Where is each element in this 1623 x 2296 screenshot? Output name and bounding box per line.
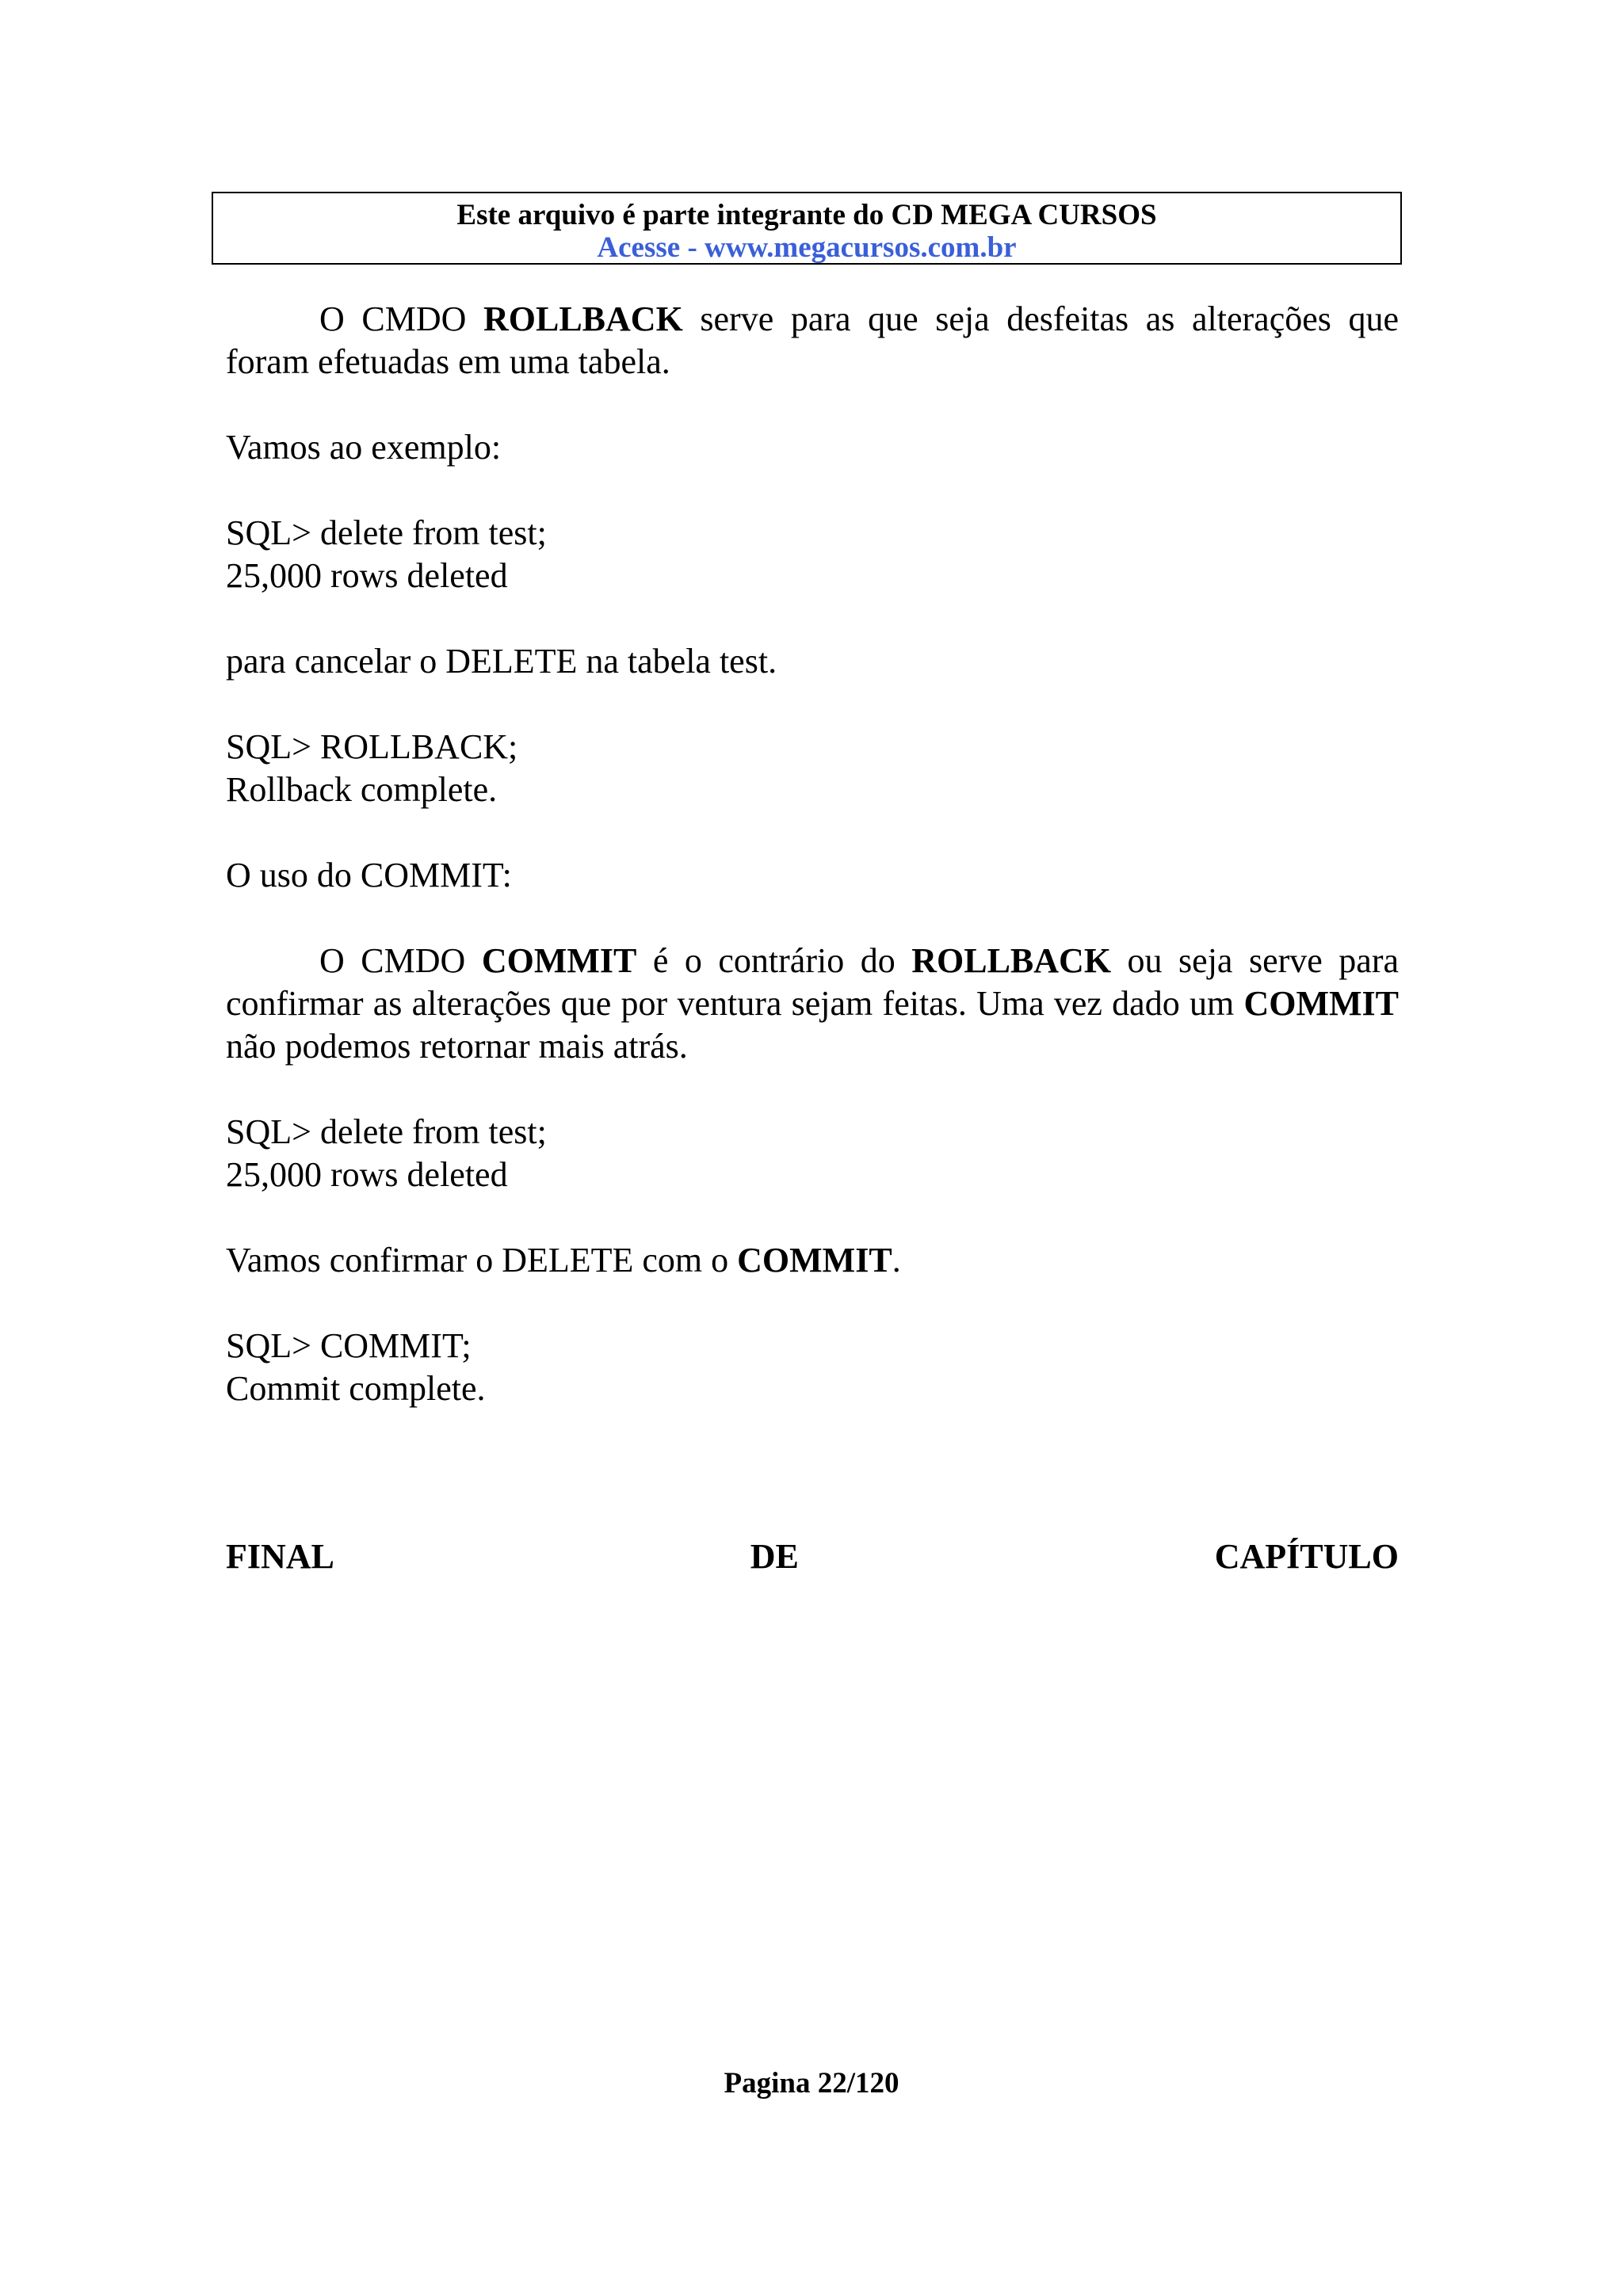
commit-output: Commit complete. [226,1369,486,1408]
rollback-text-pre: O CMDO [319,299,483,338]
commit-description [226,940,1399,1068]
example1-output: 25,000 rows deleted [226,556,508,595]
chapter-end-word-final: FINAL [226,1537,334,1576]
rollback-output: Rollback complete. [226,770,498,809]
header-banner [212,192,1402,265]
commit-command: SQL> COMMIT; [226,1326,472,1365]
commit-text-4: não podemos retornar mais atrás. [226,1027,688,1066]
header-title: Este arquivo é parte integrante do CD MEGA CURSOS [456,199,1157,231]
commit-text-3: ou seja serve para confirmar as alterações que por ventura sejam feitas. Uma vez dado um [226,941,1400,1023]
example2-command: SQL> delete from test; [226,1112,547,1151]
confirm-text [226,1239,1399,1282]
commit-text-1: O CMDO [319,941,482,980]
commit-heading: O uso do COMMIT: [226,856,512,894]
confirm-text-post: . [892,1241,901,1280]
rollback-keyword-2: ROLLBACK [911,941,1112,980]
confirm-text-pre: Vamos confirmar o DELETE com o [226,1241,738,1280]
commit-keyword-1: COMMIT [481,941,637,980]
example1-code-block [226,512,1399,597]
rollback-code-block [226,726,1399,811]
header-website-link[interactable]: Acesse - www.megacursos.com.br [597,231,1017,264]
chapter-end-word-capitulo: CAPÍTULO [1214,1537,1399,1576]
rollback-text-post: serve para que seja desfeitas as alterações que foram efetuadas em uma tabela. [226,299,1400,381]
confirm-commit-keyword: COMMIT [737,1241,892,1280]
example1-command: SQL> delete from test; [226,513,547,552]
example-intro: Vamos ao exemplo: [226,428,502,467]
rollback-keyword: ROLLBACK [483,299,683,338]
rollback-description [226,298,1399,383]
example2-code-block [226,1111,1399,1196]
rollback-command: SQL> ROLLBACK; [226,727,518,766]
cancel-text: para cancelar o DELETE na tabela test. [226,642,777,681]
chapter-end-word-de: DE [750,1537,799,1576]
commit-code-block [226,1325,1399,1410]
page-number: Pagina 22/120 [724,2067,899,2100]
commit-text-2: é o contrário do [636,941,912,980]
chapter-end-banner [226,1535,1399,1578]
commit-keyword-2: COMMIT [1243,984,1399,1023]
example2-output: 25,000 rows deleted [226,1155,508,1194]
